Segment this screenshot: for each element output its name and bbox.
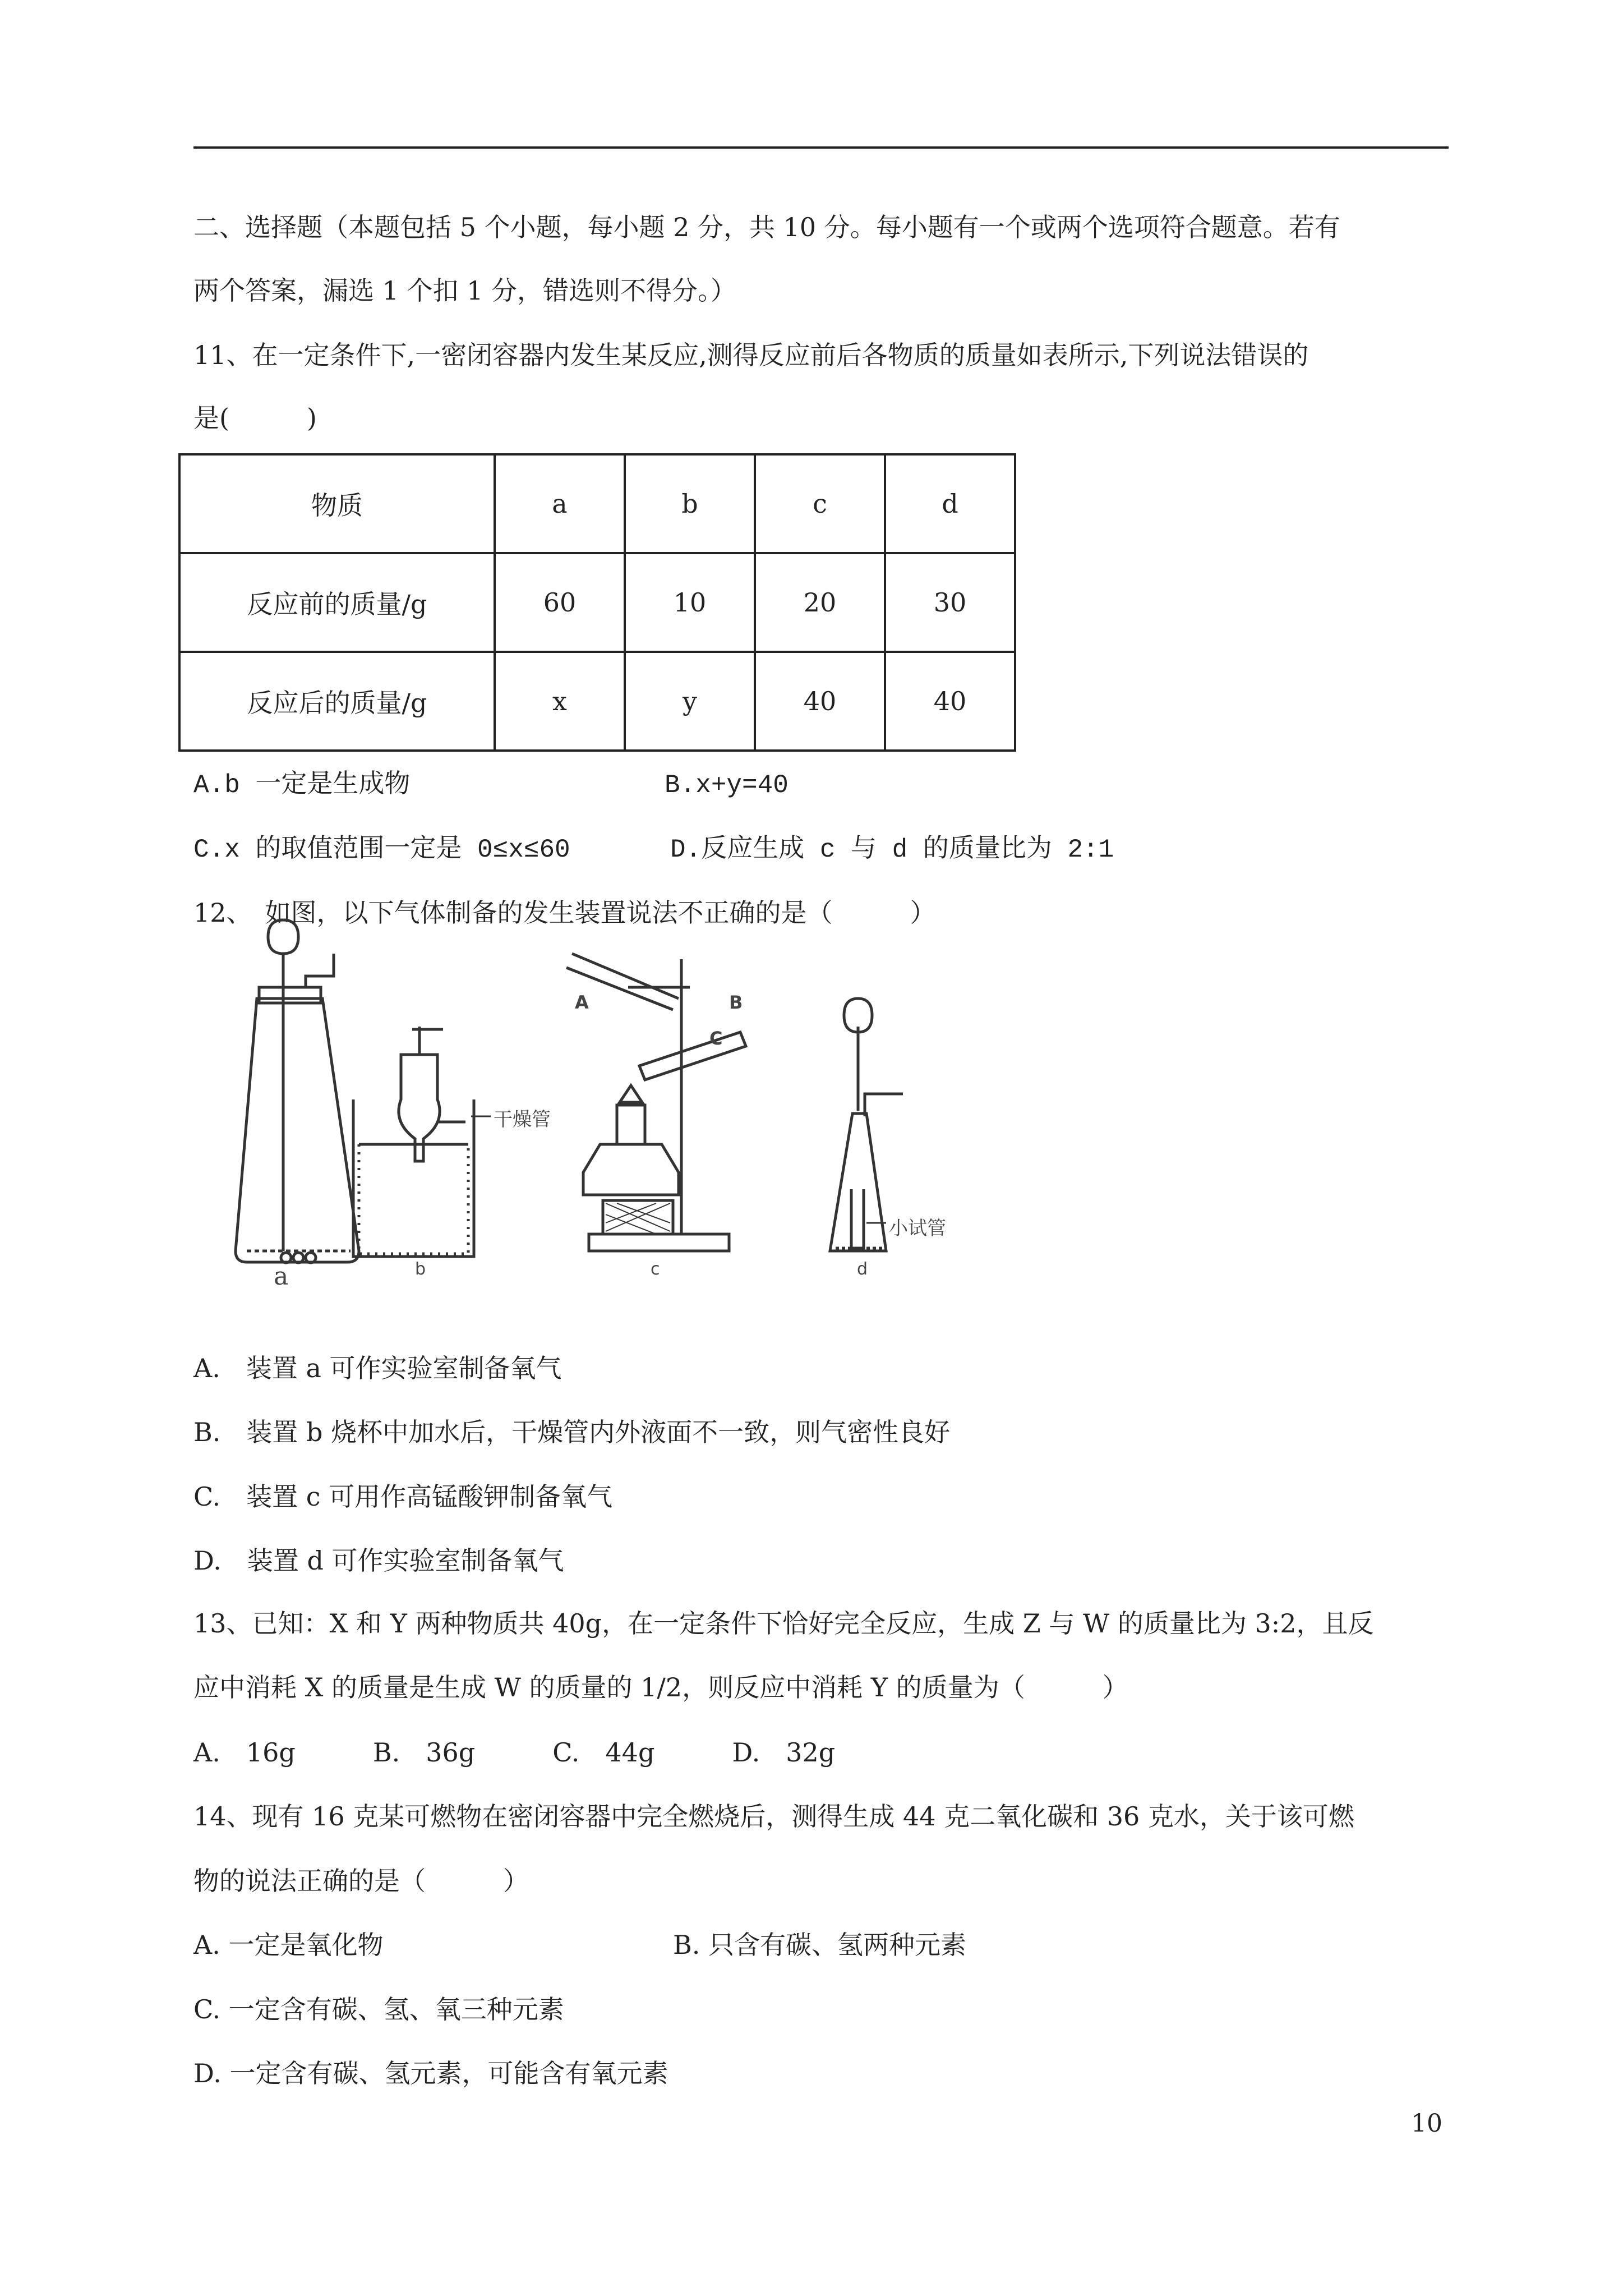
q14-option-a: A. 一定是氧化物 [193,1930,384,1960]
table-cell: d [885,454,1015,553]
q12-option-c: C. 装置 c 可用作高锰酸钾制备氧气 [193,1481,613,1512]
q14-option-b: B. 只含有碳、氢两种元素 [673,1930,967,1960]
page-number: 10 [1411,2109,1442,2138]
q11-option-c: C.x 的取值范围一定是 0≤x≤60 [193,835,570,864]
table-cell: 30 [885,553,1015,652]
q12-option-a: A. 装置 a 可作实验室制备氧气 [193,1353,562,1383]
section-heading: 二、选择题（本题包括 5 个小题，每小题 2 分，共 10 分。每小题有一个或两个选项符合题意。若有 [193,212,1340,242]
table-cell: 反应前的质量/g [179,553,495,652]
q11-option-b: B.x+y=40 [665,771,789,800]
small-tube-label: 小试管 [889,1217,946,1240]
section-heading-cont: 两个答案，漏选 1 个扣 1 分，错选则不得分。） [193,275,737,306]
table-cell: x [495,652,625,751]
label-b: b [415,1259,426,1279]
apparatus-a [236,920,359,1263]
table-cell: 反应后的质量/g [179,652,495,751]
label-B: B [729,992,743,1013]
q12-option-d: D. 装置 d 可作实验室制备氧气 [193,1545,564,1576]
label-A: A [575,992,589,1013]
q12-option-b: B. 装置 b 烧杯中加水后，干燥管内外液面不一致，则气密性良好 [193,1417,951,1447]
table-cell: 60 [495,553,625,652]
q11-stem: 11、在一定条件下,一密闭容器内发生某反应,测得反应前后各物质的质量如表所示,下列说法错误的 [193,340,1309,370]
apparatus-b [353,1027,474,1257]
drying-tube-label: 干燥管 [494,1108,551,1131]
table-cell: b [625,454,755,553]
label-a: a [274,1262,289,1291]
label-d: d [857,1259,868,1279]
q11-option-a: A.b 一定是生成物 [193,771,411,800]
label-c: c [651,1259,660,1279]
q11-stem-cont: 是( ) [193,403,317,433]
table-cell: y [625,652,755,751]
q14-stem: 14、现有 16 克某可燃物在密闭容器中完全燃烧后，测得生成 44 克二氧化碳和 36 克水，关于该可燃 [193,1801,1354,1832]
q13-stem: 13、已知：X 和 Y 两种物质共 40g，在一定条件下恰好完全反应，生成 Z 与 W 的质量比为 3:2，且反 [193,1608,1374,1639]
table-cell: 40 [885,652,1015,751]
table-cell: 10 [625,553,755,652]
table-cell: 20 [755,553,885,652]
table-cell: c [755,454,885,553]
q13-stem-cont: 应中消耗 X 的质量是生成 W 的质量的 1/2，则反应中消耗 Y 的质量为（ ） [193,1672,1128,1703]
q14-option-c: C. 一定含有碳、氢、氧三种元素 [193,1994,564,2024]
q11-option-d: D.反应生成 c 与 d 的质量比为 2:1 [670,835,1114,864]
table-cell: 40 [755,652,885,751]
label-C: C [709,1028,723,1049]
q13-options: A. 16g B. 36g C. 44g D. 32g [193,1737,836,1768]
table-cell: 物质 [179,454,495,553]
q14-stem-cont: 物的说法正确的是（ ） [193,1866,529,1896]
q12-stem: 12、 如图，以下气体制备的发生装置说法不正确的是（ ） [193,898,936,928]
apparatus-c [566,954,746,1251]
table-cell: a [495,454,625,553]
q14-option-d: D. 一定含有碳、氢元素，可能含有氧元素 [193,2058,668,2088]
